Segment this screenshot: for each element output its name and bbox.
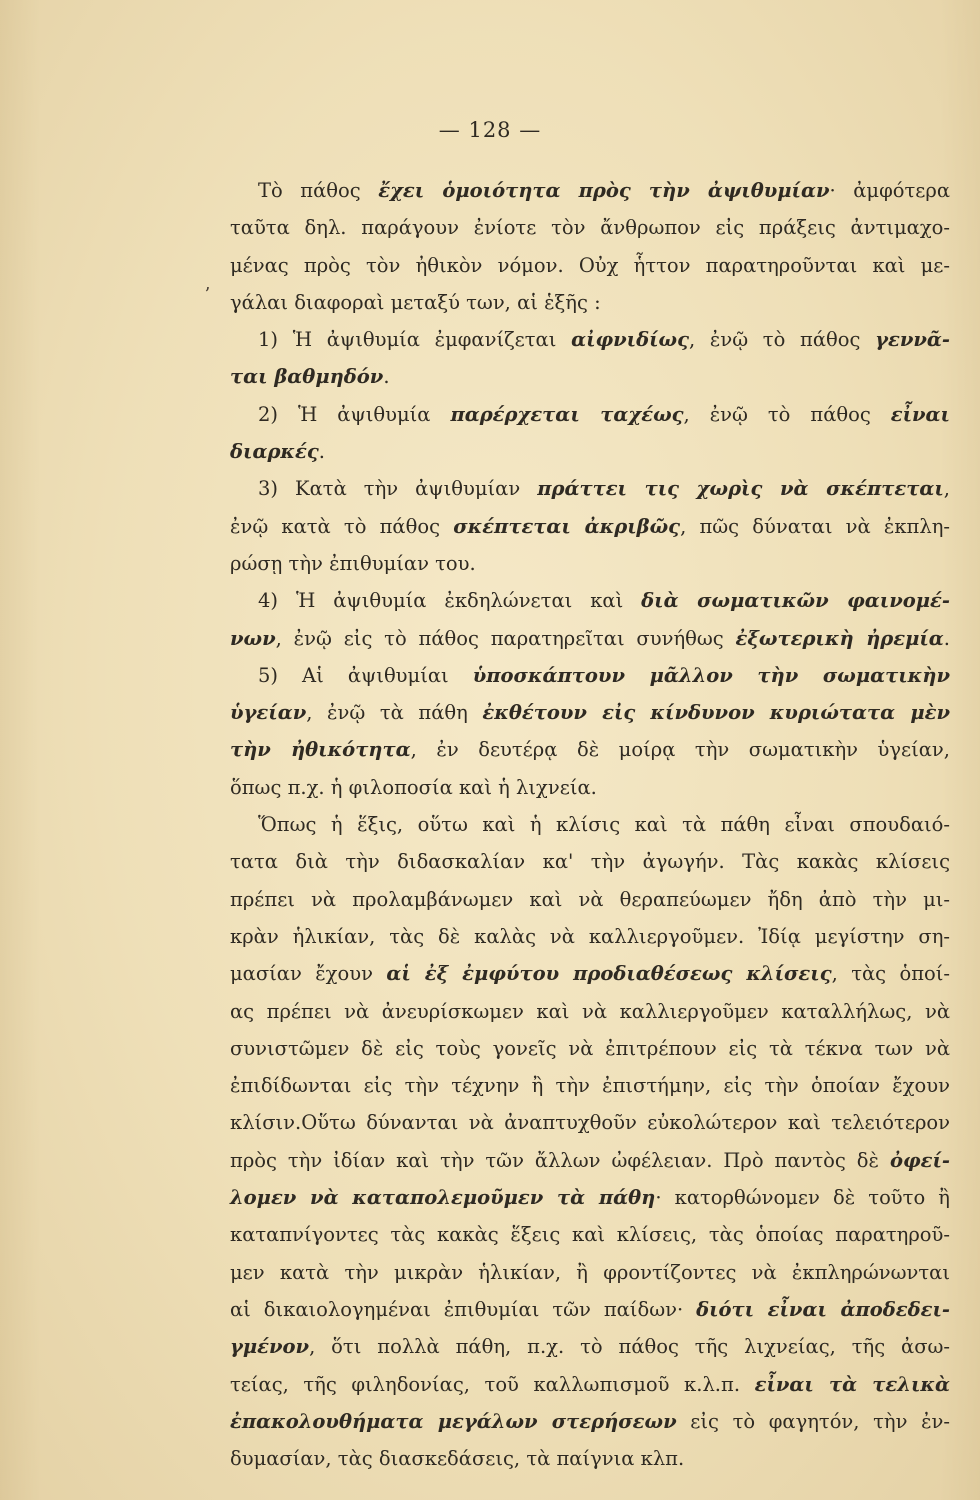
text-segment: , ἐνῷ τὸ πάθος bbox=[683, 402, 891, 426]
text-line bbox=[230, 1291, 950, 1328]
text-segment: · ἀμφότερα bbox=[829, 179, 950, 202]
text-segment: πρὸς τὴν ἰδίαν καὶ τὴν τῶν ἄλλων ὠφέλειαν. Πρὸ παντὸς δὲ bbox=[230, 1148, 890, 1172]
text-line bbox=[230, 247, 950, 284]
text-segment: εἰς τὸ φαγητόν, τὴν ἐν- bbox=[676, 1409, 950, 1433]
body-text bbox=[230, 172, 950, 1477]
text-segment: αἱ δικαιολογημέναι ἐπιθυμίαι τῶν παίδων· bbox=[230, 1297, 697, 1321]
text-segment: 2) Ἡ ἀψιθυμία bbox=[258, 402, 451, 426]
text-line bbox=[230, 321, 950, 358]
emphasized-text: ἐξωτερικὴ ἠρεμία bbox=[735, 626, 944, 650]
text-line bbox=[230, 731, 950, 768]
text-line bbox=[230, 470, 950, 507]
text-segment: , ἐνῷ εἰς τὸ πάθος παρατηρεῖται συνήθως bbox=[275, 626, 736, 650]
text-line bbox=[230, 1328, 950, 1365]
emphasized-text: ὑποσκάπτουν μᾶλλον τὴν σωματικὴν bbox=[472, 663, 950, 687]
text-segment: ὅπως π.χ. ἡ φιλοποσία καὶ ἡ λιχνεία. bbox=[230, 775, 597, 799]
text-line bbox=[230, 769, 950, 806]
text-line bbox=[230, 993, 950, 1030]
text-segment: . bbox=[318, 440, 325, 464]
text-segment: . bbox=[943, 626, 950, 650]
emphasized-text: νων bbox=[230, 626, 276, 650]
emphasized-text: διότι εἶναι ἀποδεδει- bbox=[696, 1297, 950, 1321]
text-segment: τείας, τῆς φιληδονίας, τοῦ καλλωπισμοῦ κ.λ.π. bbox=[230, 1372, 755, 1396]
text-line bbox=[230, 433, 950, 470]
text-line bbox=[230, 1366, 950, 1403]
text-segment: 4) Ἡ ἀψιθυμία ἐκδηλώνεται καὶ bbox=[258, 589, 642, 613]
text-line bbox=[230, 396, 950, 433]
text-line bbox=[230, 172, 950, 209]
emphasized-text: ὀφεί- bbox=[889, 1148, 950, 1172]
text-segment: Τὸ πάθος bbox=[258, 179, 379, 202]
emphasized-text: πράττει τις χωρὶς νὰ σκέπτεται bbox=[537, 477, 944, 501]
text-segment: τατα διὰ τὴν διδασκαλίαν κα' τὴν ἀγωγήν. Τὰς κακὰς κλίσεις bbox=[230, 850, 950, 874]
text-segment: ἐνῷ κατὰ τὸ πάθος bbox=[230, 514, 454, 538]
text-segment: · κατορθώνομεν δὲ τοῦτο ἢ bbox=[655, 1186, 950, 1210]
text-line bbox=[230, 1216, 950, 1253]
text-segment: 1) Ἡ ἀψιθυμία ἐμφανίζεται bbox=[258, 328, 572, 352]
text-line bbox=[230, 1440, 950, 1477]
text-line bbox=[230, 582, 950, 619]
text-segment: , ὅτι πολλὰ πάθη, π.χ. τὸ πάθος τῆς λιχνείας, τῆς ἀσω- bbox=[309, 1335, 950, 1359]
text-line bbox=[230, 1067, 950, 1104]
text-line bbox=[230, 694, 950, 731]
text-line bbox=[230, 881, 950, 918]
text-line bbox=[230, 1254, 950, 1291]
text-line bbox=[230, 1104, 950, 1141]
text-segment: κλίσιν.Οὕτω δύνανται νὰ ἀναπτυχθοῦν εὐκολώτερον καὶ τελειότερον bbox=[230, 1111, 950, 1135]
emphasized-text: λομεν νὰ καταπολεμοῦμεν τὰ πάθη bbox=[230, 1186, 656, 1210]
emphasized-text: εἶναι bbox=[890, 402, 950, 426]
text-segment: , ἐν δευτέρᾳ δὲ μοίρᾳ τὴν σωματικὴν ὑγείαν, bbox=[410, 738, 950, 762]
text-segment: ταῦτα δηλ. παράγουν ἐνίοτε τὸν ἄνθρωπον εἰς πράξεις ἀντιμαχο- bbox=[230, 216, 950, 240]
text-segment: καταπνίγοντες τὰς κακὰς ἕξεις καὶ κλίσεις, τὰς ὁποίας παρατηροῦ- bbox=[230, 1223, 950, 1247]
text-segment: , bbox=[943, 477, 950, 501]
text-line bbox=[230, 955, 950, 992]
text-segment: , πῶς δύναται νὰ ἐκπλη- bbox=[680, 514, 950, 538]
text-line bbox=[230, 1179, 950, 1216]
text-line bbox=[230, 545, 950, 582]
text-line bbox=[230, 358, 950, 395]
emphasized-text: ἐκθέτουν εἰς κίνδυνον κυριώτατα μὲν bbox=[482, 701, 951, 725]
text-line bbox=[230, 918, 950, 955]
emphasized-text: παρέρχεται ταχέως bbox=[450, 402, 684, 426]
margin-mark: ʼ bbox=[204, 284, 210, 305]
text-line bbox=[230, 284, 950, 321]
text-line bbox=[230, 620, 950, 657]
emphasized-text: διαρκές bbox=[230, 440, 319, 464]
text-segment: 3) Κατὰ τὴν ἀψιθυμίαν bbox=[258, 477, 538, 501]
emphasized-text: ἔχει ὁμοιότητα πρὸς τὴν ἀψιθυμίαν bbox=[378, 179, 830, 202]
text-segment: συνιστῶμεν δὲ εἰς τοὺς γονεῖς νὰ ἐπιτρέπουν εἰς τὰ τέκνα των νὰ bbox=[230, 1036, 950, 1060]
emphasized-text: ται βαθμηδόν bbox=[230, 365, 384, 389]
text-line bbox=[230, 508, 950, 545]
text-segment: μασίαν ἔχουν bbox=[230, 962, 387, 986]
emphasized-text: εἶναι τὰ τελικὰ bbox=[754, 1372, 951, 1396]
emphasized-text: αἰφνιδίως bbox=[571, 328, 689, 352]
text-segment: γάλαι διαφοραὶ μεταξύ των, αἱ ἑξῆς : bbox=[230, 290, 601, 314]
text-line bbox=[230, 1030, 950, 1067]
emphasized-text: τὴν ἠθικότητα bbox=[230, 738, 411, 762]
emphasized-text: γεννᾶ- bbox=[875, 328, 950, 352]
text-segment: δυμασίαν, τὰς διασκεδάσεις, τὰ παίγνια κλπ. bbox=[230, 1447, 685, 1471]
text-segment: πρέπει νὰ προλαμβάνωμεν καὶ νὰ θεραπεύωμεν ἤδη ἀπὸ τὴν μι- bbox=[230, 887, 950, 911]
emphasized-text: ὑγείαν bbox=[230, 701, 307, 725]
text-segment: , ἐνῷ τὸ πάθος bbox=[689, 328, 876, 352]
text-segment: ἐπιδίδωνται εἰς τὴν τέχνην ἢ τὴν ἐπιστήμην, εἰς τὴν ὁποίαν ἔχουν bbox=[230, 1074, 950, 1098]
text-segment: , τὰς ὁποί- bbox=[831, 962, 950, 986]
text-segment: Ὅπως ἡ ἕξις, οὕτω καὶ ἡ κλίσις καὶ τὰ πάθη εἶναι σπουδαιό- bbox=[258, 813, 950, 837]
text-line bbox=[230, 209, 950, 246]
page-number: — 128 — bbox=[438, 118, 542, 142]
text-segment: . bbox=[383, 365, 390, 389]
emphasized-text: σκέπτεται ἀκριβῶς bbox=[453, 514, 681, 538]
text-line bbox=[230, 1142, 950, 1179]
text-line bbox=[230, 843, 950, 880]
text-line bbox=[230, 657, 950, 694]
text-segment: ας πρέπει νὰ ἀνευρίσκωμεν καὶ νὰ καλλιεργοῦμεν καταλλήλως, νὰ bbox=[230, 999, 950, 1023]
text-segment: μεν κατὰ τὴν μικρὰν ἡλικίαν, ἢ φροντίζοντες νὰ ἐκπληρώνωνται bbox=[230, 1260, 950, 1284]
emphasized-text: γμένον bbox=[230, 1335, 310, 1359]
text-segment: ρώσῃ τὴν ἐπιθυμίαν του. bbox=[230, 551, 476, 575]
text-line bbox=[230, 1403, 950, 1440]
text-segment: κρὰν ἡλικίαν, τὰς δὲ καλὰς νὰ καλλιεργοῦμεν. Ἰδίᾳ μεγίστην ση- bbox=[230, 924, 950, 948]
emphasized-text: διὰ σωματικῶν φαινομέ- bbox=[641, 589, 951, 613]
emphasized-text: ἐπακολουθήματα μεγάλων στερήσεων bbox=[230, 1409, 677, 1433]
text-line bbox=[230, 806, 950, 843]
text-segment: μένας πρὸς τὸν ἠθικὸν νόμον. Οὐχ ἧττον παρατηροῦνται καὶ με- bbox=[230, 253, 950, 277]
emphasized-text: αἱ ἐξ ἐμφύτου προδιαθέσεως κλίσεις bbox=[386, 962, 832, 986]
text-segment: 5) Αἱ ἀψιθυμίαι bbox=[258, 663, 473, 687]
text-segment: , ἐνῷ τὰ πάθη bbox=[306, 701, 483, 725]
